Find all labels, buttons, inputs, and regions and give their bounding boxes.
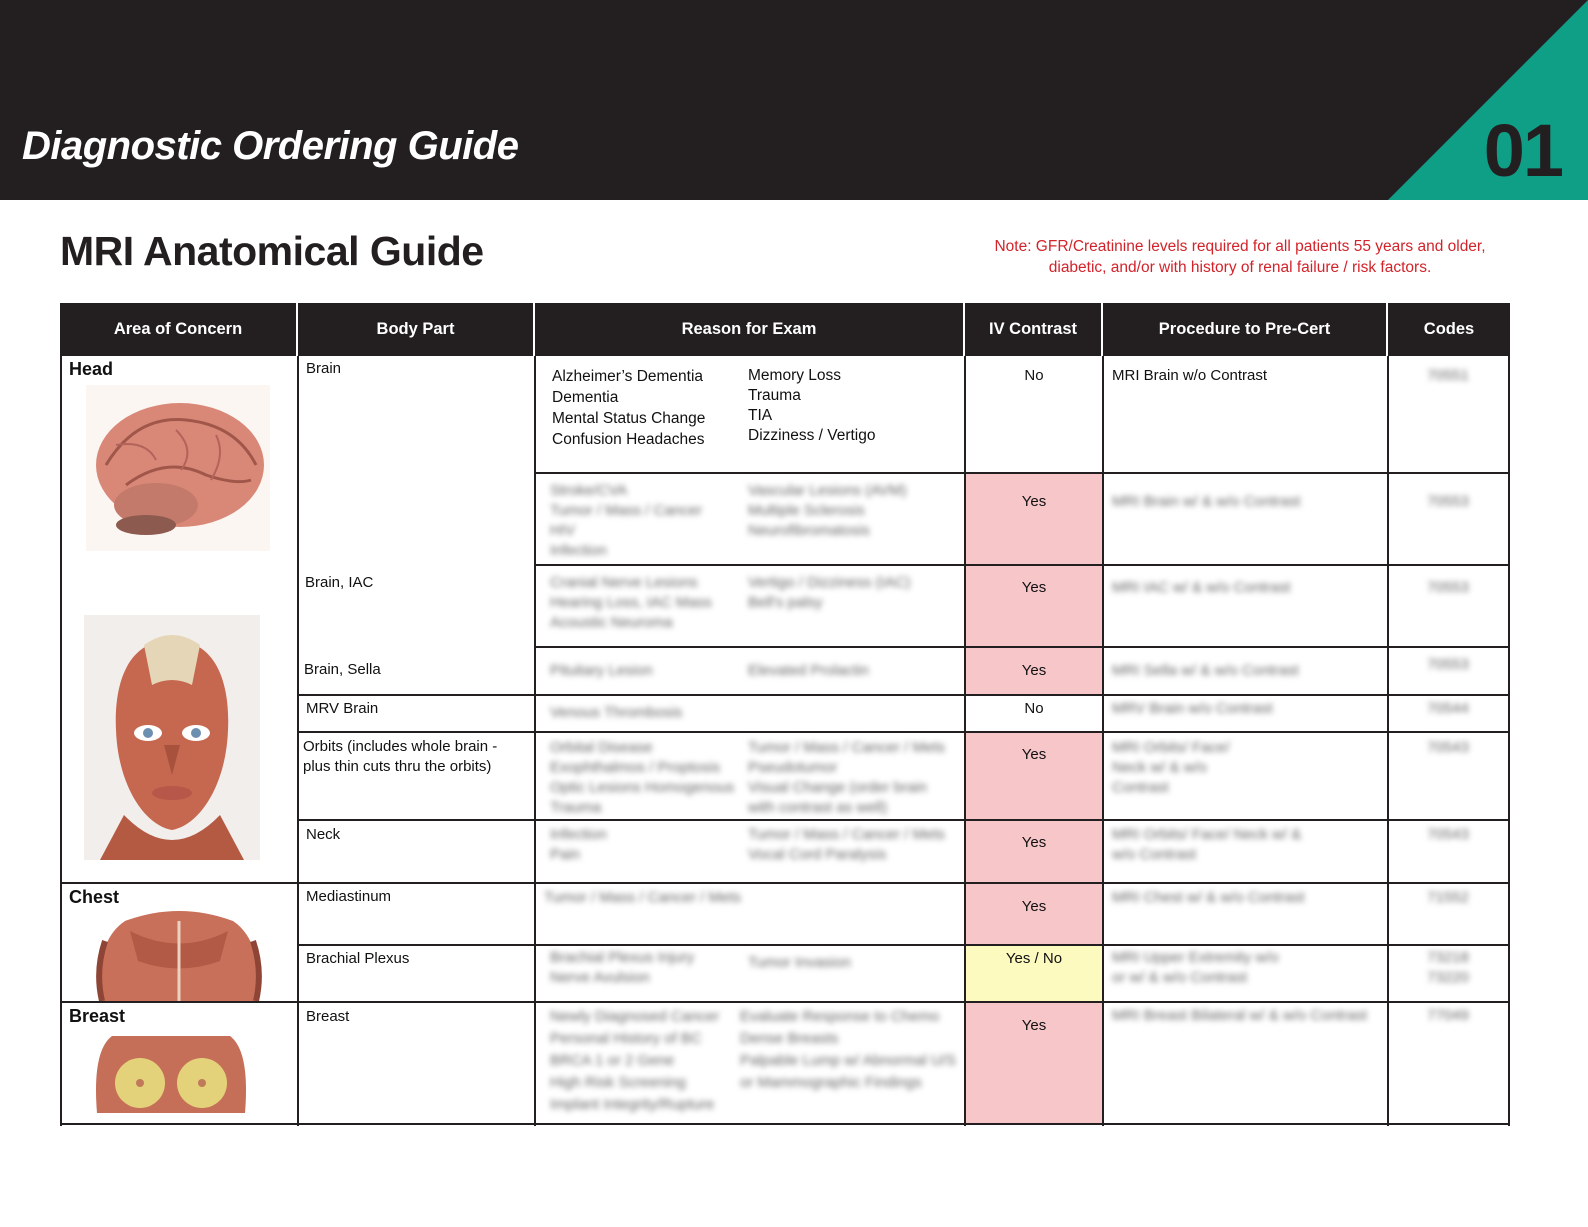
head-muscle-illustration: [84, 615, 260, 860]
procedure-value: MRI IAC w/ & w/o Contrast: [1112, 579, 1291, 596]
body-part-brain-iac: Brain, IAC: [305, 574, 374, 591]
reason-item: Visual Change (order brain: [748, 779, 927, 796]
reason-item: Newly Diagnosed Cancer: [550, 1008, 720, 1025]
contrast-value: Yes / No: [1005, 950, 1063, 967]
reason-item: Trauma: [550, 799, 602, 816]
reason-item: Trauma: [748, 387, 801, 404]
procedure-value: MRV Brain w/o Contrast: [1112, 700, 1273, 717]
body-part-brain: Brain: [306, 360, 342, 377]
reasons-list-right: [748, 661, 948, 681]
reason-item: HIV: [550, 522, 576, 539]
reason-item: Optic Lesions Homogenous: [550, 779, 735, 796]
page-number: 01: [1483, 109, 1562, 192]
reason-item: Pain: [550, 846, 581, 863]
grid-line: [60, 882, 1510, 884]
reason-item: Acoustic Neuroma: [550, 614, 673, 631]
procedure-value: MRI Brain w/ & w/o Contrast: [1112, 493, 1301, 510]
reasons-list-right: [748, 481, 948, 541]
reason-item: Bell's palsy: [748, 594, 823, 611]
reason-item: Tumor / Mass / Cancer / Mets: [544, 889, 741, 906]
header-codes: Codes: [1388, 303, 1510, 356]
grid-line: [60, 1123, 1510, 1125]
reasons-list-right: [748, 825, 958, 865]
reason-item: Pituitary Lesion: [550, 662, 653, 679]
reasons-list-left: [550, 661, 745, 681]
code-value: 77049: [1427, 1007, 1469, 1024]
procedure-value: MRI Brain w/o Contrast: [1112, 367, 1268, 384]
contrast-value: Yes: [1021, 898, 1047, 915]
procedure-line: or w/ & w/o Contrast: [1112, 969, 1248, 986]
reason-item: Tumor / Mass / Cancer: [550, 502, 702, 519]
reasons-list-left: [550, 573, 745, 633]
chest-muscle-illustration: [90, 901, 268, 1001]
procedure-line: MRI Orbits/ Face/: [1112, 739, 1230, 756]
code-line: 73220: [1427, 969, 1469, 986]
procedure-value: MRI Sella w/ & w/o Contrast: [1112, 662, 1299, 679]
reasons-list-left: [552, 366, 752, 450]
reason-item: Vascular Lesions (AVM): [748, 482, 907, 499]
header-iv-contrast: IV Contrast: [965, 303, 1103, 356]
contrast-value: Yes: [1021, 746, 1047, 763]
reason-item: with contrast as well): [748, 799, 888, 816]
page-title: MRI Anatomical Guide: [60, 228, 484, 274]
reason-item: Elevated Prolactin: [748, 662, 869, 679]
contrast-value: Yes: [1021, 579, 1047, 596]
grid-line: [534, 564, 1510, 566]
procedure-line: MRI Orbits/ Face/ Neck w/ &: [1112, 826, 1302, 843]
reason-item: Mental Status Change: [552, 410, 706, 427]
header-procedure: Procedure to Pre-Cert: [1103, 303, 1388, 356]
reason-item: Alzheimer’s Dementia: [552, 368, 704, 385]
note-line-1: Note: GFR/Creatinine levels required for all patients 55 years and older,: [994, 238, 1486, 255]
body-part-orbits: Orbits (includes whole brain - plus thin cuts thru the orbits): [303, 738, 498, 775]
header-banner: [0, 0, 1588, 200]
grid-line: [534, 472, 1510, 474]
code-value: 70553: [1427, 579, 1469, 596]
guide-title: Diagnostic Ordering Guide: [22, 124, 519, 168]
contrast-value: Yes: [1021, 493, 1047, 510]
reason-item: Brachial Plexus Injury: [550, 949, 695, 966]
body-part-breast: Breast: [306, 1008, 350, 1025]
reason-item: Dense Breasts: [740, 1030, 839, 1047]
reasons-list-left: [544, 888, 804, 908]
procedure-line: Neck w/ & w/o: [1112, 759, 1208, 776]
procedure-line: MRI Upper Extremity w/o: [1112, 949, 1279, 966]
reason-item: Confusion Headaches: [552, 431, 705, 448]
reason-item: Tumor / Mass / Cancer / Mets: [748, 826, 945, 843]
contrast-value: Yes: [1021, 834, 1047, 851]
reason-item: Evaluate Response to Chemo: [740, 1008, 940, 1025]
header-reason: Reason for Exam: [535, 303, 965, 356]
reasons-list-left: [550, 825, 745, 865]
reason-item: Infection: [550, 542, 607, 559]
reasons-list-left: [550, 703, 745, 723]
reasons-list-left: [550, 948, 745, 988]
reason-item: Neurofibromatosis: [748, 522, 870, 539]
reason-item: Infection: [550, 826, 607, 843]
body-part-brachial-plexus: Brachial Plexus: [306, 950, 410, 967]
reason-item: Pseudotumor: [748, 759, 838, 776]
reason-item: Stroke/CVA: [550, 482, 628, 499]
reason-item: Multiple Sclerosis: [748, 502, 865, 519]
note-line-2: diabetic, and/or with history of renal failure / risk factors.: [1048, 259, 1432, 276]
code-value: 70544: [1427, 700, 1469, 717]
reason-item: Venous Thrombosis: [550, 704, 683, 721]
body-part-mediastinum: Mediastinum: [306, 888, 392, 905]
reasons-list-right: [748, 738, 958, 818]
reason-item: Memory Loss: [748, 367, 842, 384]
procedure-value: MRI Chest w/ & w/o Contrast: [1112, 889, 1305, 906]
grid-line: [297, 694, 1510, 696]
breast-illustration: [92, 1031, 250, 1113]
grid-line: [534, 646, 1510, 648]
reason-item: Palpable Lump w/ Abnormal U/S: [740, 1052, 956, 1069]
code-value: 70553: [1427, 656, 1469, 673]
reason-item: Exophthalmos / Proptosis: [550, 759, 721, 776]
reason-item: High Risk Screening: [550, 1074, 686, 1091]
reasons-list-right: [748, 573, 948, 613]
reason-item: Orbital Disease: [550, 739, 653, 756]
area-head: Head: [69, 359, 114, 379]
reasons-list-right: [748, 953, 948, 973]
procedure-value: [1112, 948, 1332, 988]
contrast-bg: [965, 473, 1103, 565]
contrast-value: No: [1024, 700, 1044, 717]
reason-item: Tumor / Mass / Cancer / Mets: [748, 739, 945, 756]
code-value: [1388, 948, 1508, 988]
reason-item: Vocal Cord Paralysis: [748, 846, 887, 863]
reason-item: Dizziness / Vertigo: [748, 427, 876, 444]
grid-line: [60, 1001, 1510, 1003]
code-value: 70543: [1427, 826, 1469, 843]
header-area: Area of Concern: [60, 303, 298, 356]
mri-table: [60, 303, 1510, 1126]
reason-item: Hearing Loss, IAC Mass: [550, 594, 712, 611]
reasons-list-left: [550, 481, 745, 561]
reasons-list-right: [748, 366, 948, 446]
grid-line: [297, 944, 1510, 946]
reasons-list-left: [550, 738, 745, 818]
code-line: 73218: [1427, 949, 1469, 966]
procedure-line: Contrast: [1112, 779, 1169, 796]
reason-item: Cranial Nerve Lesions: [550, 574, 698, 591]
contrast-value: Yes: [1021, 1017, 1047, 1034]
reason-item: Implant Integrity/Rupture: [550, 1096, 715, 1113]
reason-item: Dementia: [552, 389, 619, 406]
grid-line: [60, 356, 62, 1126]
reason-item: Tumor Invasion: [748, 954, 851, 971]
brain-illustration: [86, 385, 270, 551]
reason-item: Nerve Avulsion: [550, 969, 650, 986]
body-part-brain-sella: Brain, Sella: [304, 661, 381, 678]
body-part-mrv-brain: MRV Brain: [306, 700, 379, 717]
reason-item: TIA: [748, 407, 773, 424]
code-value: 70551: [1427, 367, 1469, 384]
reason-item: BRCA 1 or 2 Gene: [550, 1052, 675, 1069]
reasons-list-left: [550, 1006, 745, 1116]
procedure-value: [1112, 738, 1272, 798]
procedure-value: MRI Breast Bilateral w/ & w/o Contrast: [1112, 1007, 1368, 1024]
grid-line: [297, 356, 299, 1126]
contrast-value: Yes: [1021, 662, 1047, 679]
grid-line: [297, 819, 1510, 821]
code-value: 70553: [1427, 493, 1469, 510]
contrast-value: No: [1024, 367, 1044, 384]
body-part-neck: Neck: [306, 826, 341, 843]
header-body-part: Body Part: [298, 303, 535, 356]
contrast-note: [980, 236, 1500, 278]
procedure-value: [1112, 825, 1332, 865]
procedure-line: w/o Contrast: [1112, 846, 1197, 863]
code-value: 70543: [1427, 739, 1469, 756]
grid-line: [297, 731, 1510, 733]
code-value: 71552: [1427, 889, 1469, 906]
reason-item: Vertigo / Dizziness (IAC): [748, 574, 911, 591]
reason-item: or Mammographic Findings: [740, 1074, 922, 1091]
area-chest: Chest: [69, 887, 120, 907]
reason-item: Personal History of BC: [550, 1030, 702, 1047]
reasons-list-right: [740, 1006, 960, 1094]
area-breast: Breast: [69, 1006, 126, 1026]
